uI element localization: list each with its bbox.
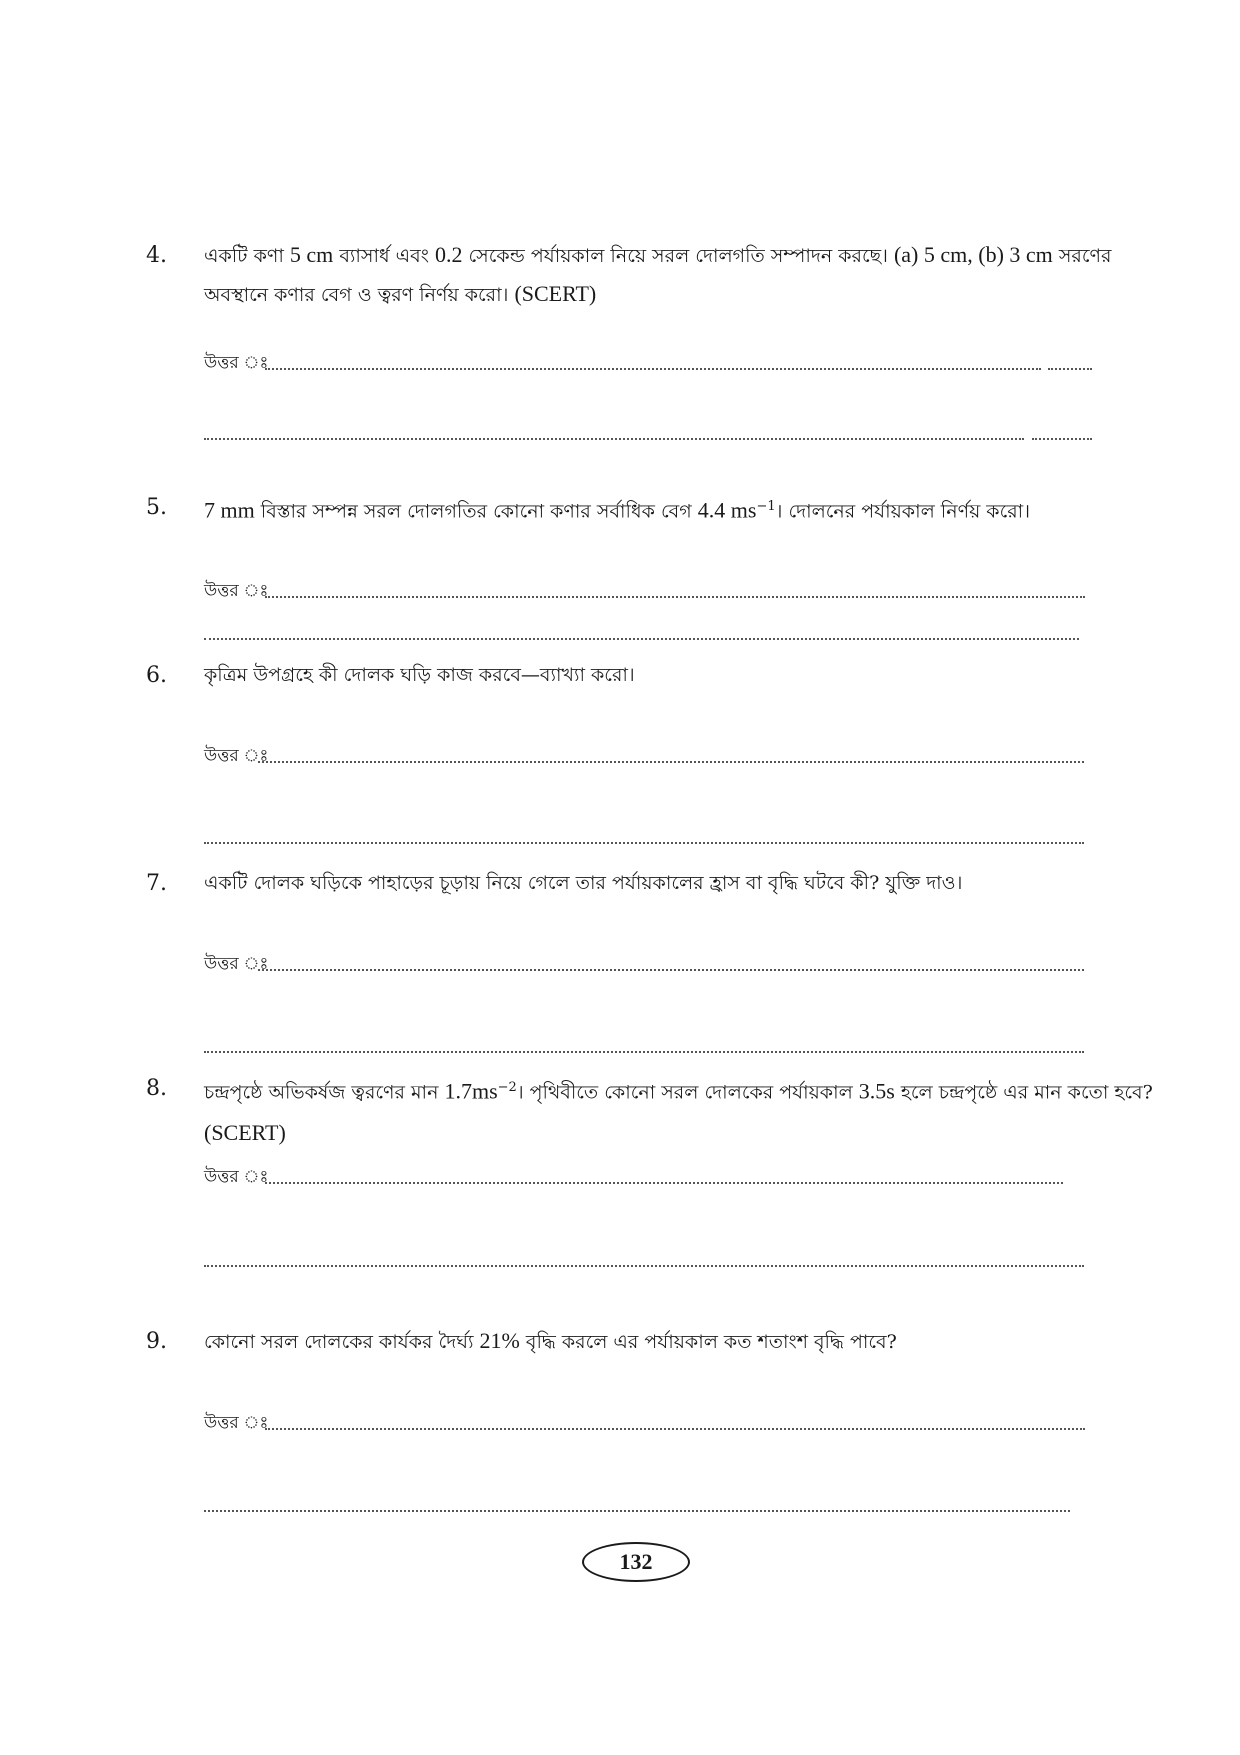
page-number: 132 xyxy=(582,1542,690,1582)
question-line: চন্দ্রপৃষ্ঠে অভিকর্ষজ ত্বরণের মান $1.7ms^{-2}।$ পৃথিবীতে কোনো সরল দোলকের পর্যায়কাল 3.5s হলে চন্দ্রপৃষ্ঠে এর মান কতো হবে? xyxy=(204,1078,1153,1104)
question-line: একটি কণা 5 cm ব্যাসার্ধ এবং 0.2 সেকেন্ড পর্যায়কাল নিয়ে সরল দোলগতি সম্পাদন করছে। (a) 5 cm, (b) 3 cm সরণের xyxy=(204,242,1112,267)
answer-line[interactable] xyxy=(204,1265,1084,1267)
answer-line[interactable] xyxy=(1048,368,1092,370)
answer-line[interactable] xyxy=(204,1051,1084,1053)
answer-line[interactable] xyxy=(1032,438,1092,440)
answer-line[interactable] xyxy=(204,1510,1070,1512)
answer-line[interactable] xyxy=(258,969,1084,971)
question-number: 9. xyxy=(146,1329,167,1354)
question-text: কৃত্রিম উপগ্রহে কী দোলক ঘড়ি কাজ করবে—ব্যাখ্যা করো। xyxy=(204,664,635,686)
question-number: 4. xyxy=(146,243,167,268)
answer-line[interactable] xyxy=(265,596,1085,598)
question-number: 5. xyxy=(146,495,167,520)
question-text: কোনো সরল দোলকের কার্যকর দৈর্ঘ্য 21% বৃদ্ধি করলে এর পর্যায়কাল কত শতাংশ বৃদ্ধি পাবে? xyxy=(204,1328,897,1353)
answer-line[interactable] xyxy=(265,1182,1063,1184)
answer-line[interactable] xyxy=(265,368,1041,370)
answer-line[interactable] xyxy=(265,1428,1085,1430)
question-number: 6. xyxy=(146,663,167,688)
answer-label: উত্তর ঃ xyxy=(204,353,269,373)
question-text xyxy=(204,1069,1164,1152)
question-line: (SCERT) xyxy=(204,1120,286,1146)
answer-label: উত্তর ঃ xyxy=(204,1413,269,1433)
answer-label: উত্তর ঃ xyxy=(204,1167,269,1187)
answer-line[interactable] xyxy=(204,842,1084,844)
answer-line[interactable] xyxy=(204,638,1079,640)
question-number: 7. xyxy=(146,871,167,896)
question-line: অবস্থানে কণার বেগ ও ত্বরণ নির্ণয় করো। (SCERT) xyxy=(204,281,597,306)
answer-line[interactable] xyxy=(204,438,1024,440)
question-text: 7 mm বিস্তার সম্পন্ন সরল দোলগতির কোনো কণার সর্বাধিক বেগ 4.4 $ms^{-1}।$ দোলনের পর্যায়কাল নির্ণয় করো। xyxy=(204,497,1030,523)
answer-label: উত্তর ঃ xyxy=(204,954,269,974)
answer-line[interactable] xyxy=(258,761,1084,763)
question-text: একটি দোলক ঘড়িকে পাহাড়ের চূড়ায় নিয়ে গেলে তার পর্যায়কালের হ্রাস বা বৃদ্ধি ঘটবে কী? যুক্তি দাও। xyxy=(204,872,963,894)
question-number: 8. xyxy=(146,1076,167,1101)
question-text xyxy=(204,236,1144,314)
answer-label: উত্তর ঃ xyxy=(204,581,269,601)
answer-label: উত্তর ঃ xyxy=(204,746,269,766)
